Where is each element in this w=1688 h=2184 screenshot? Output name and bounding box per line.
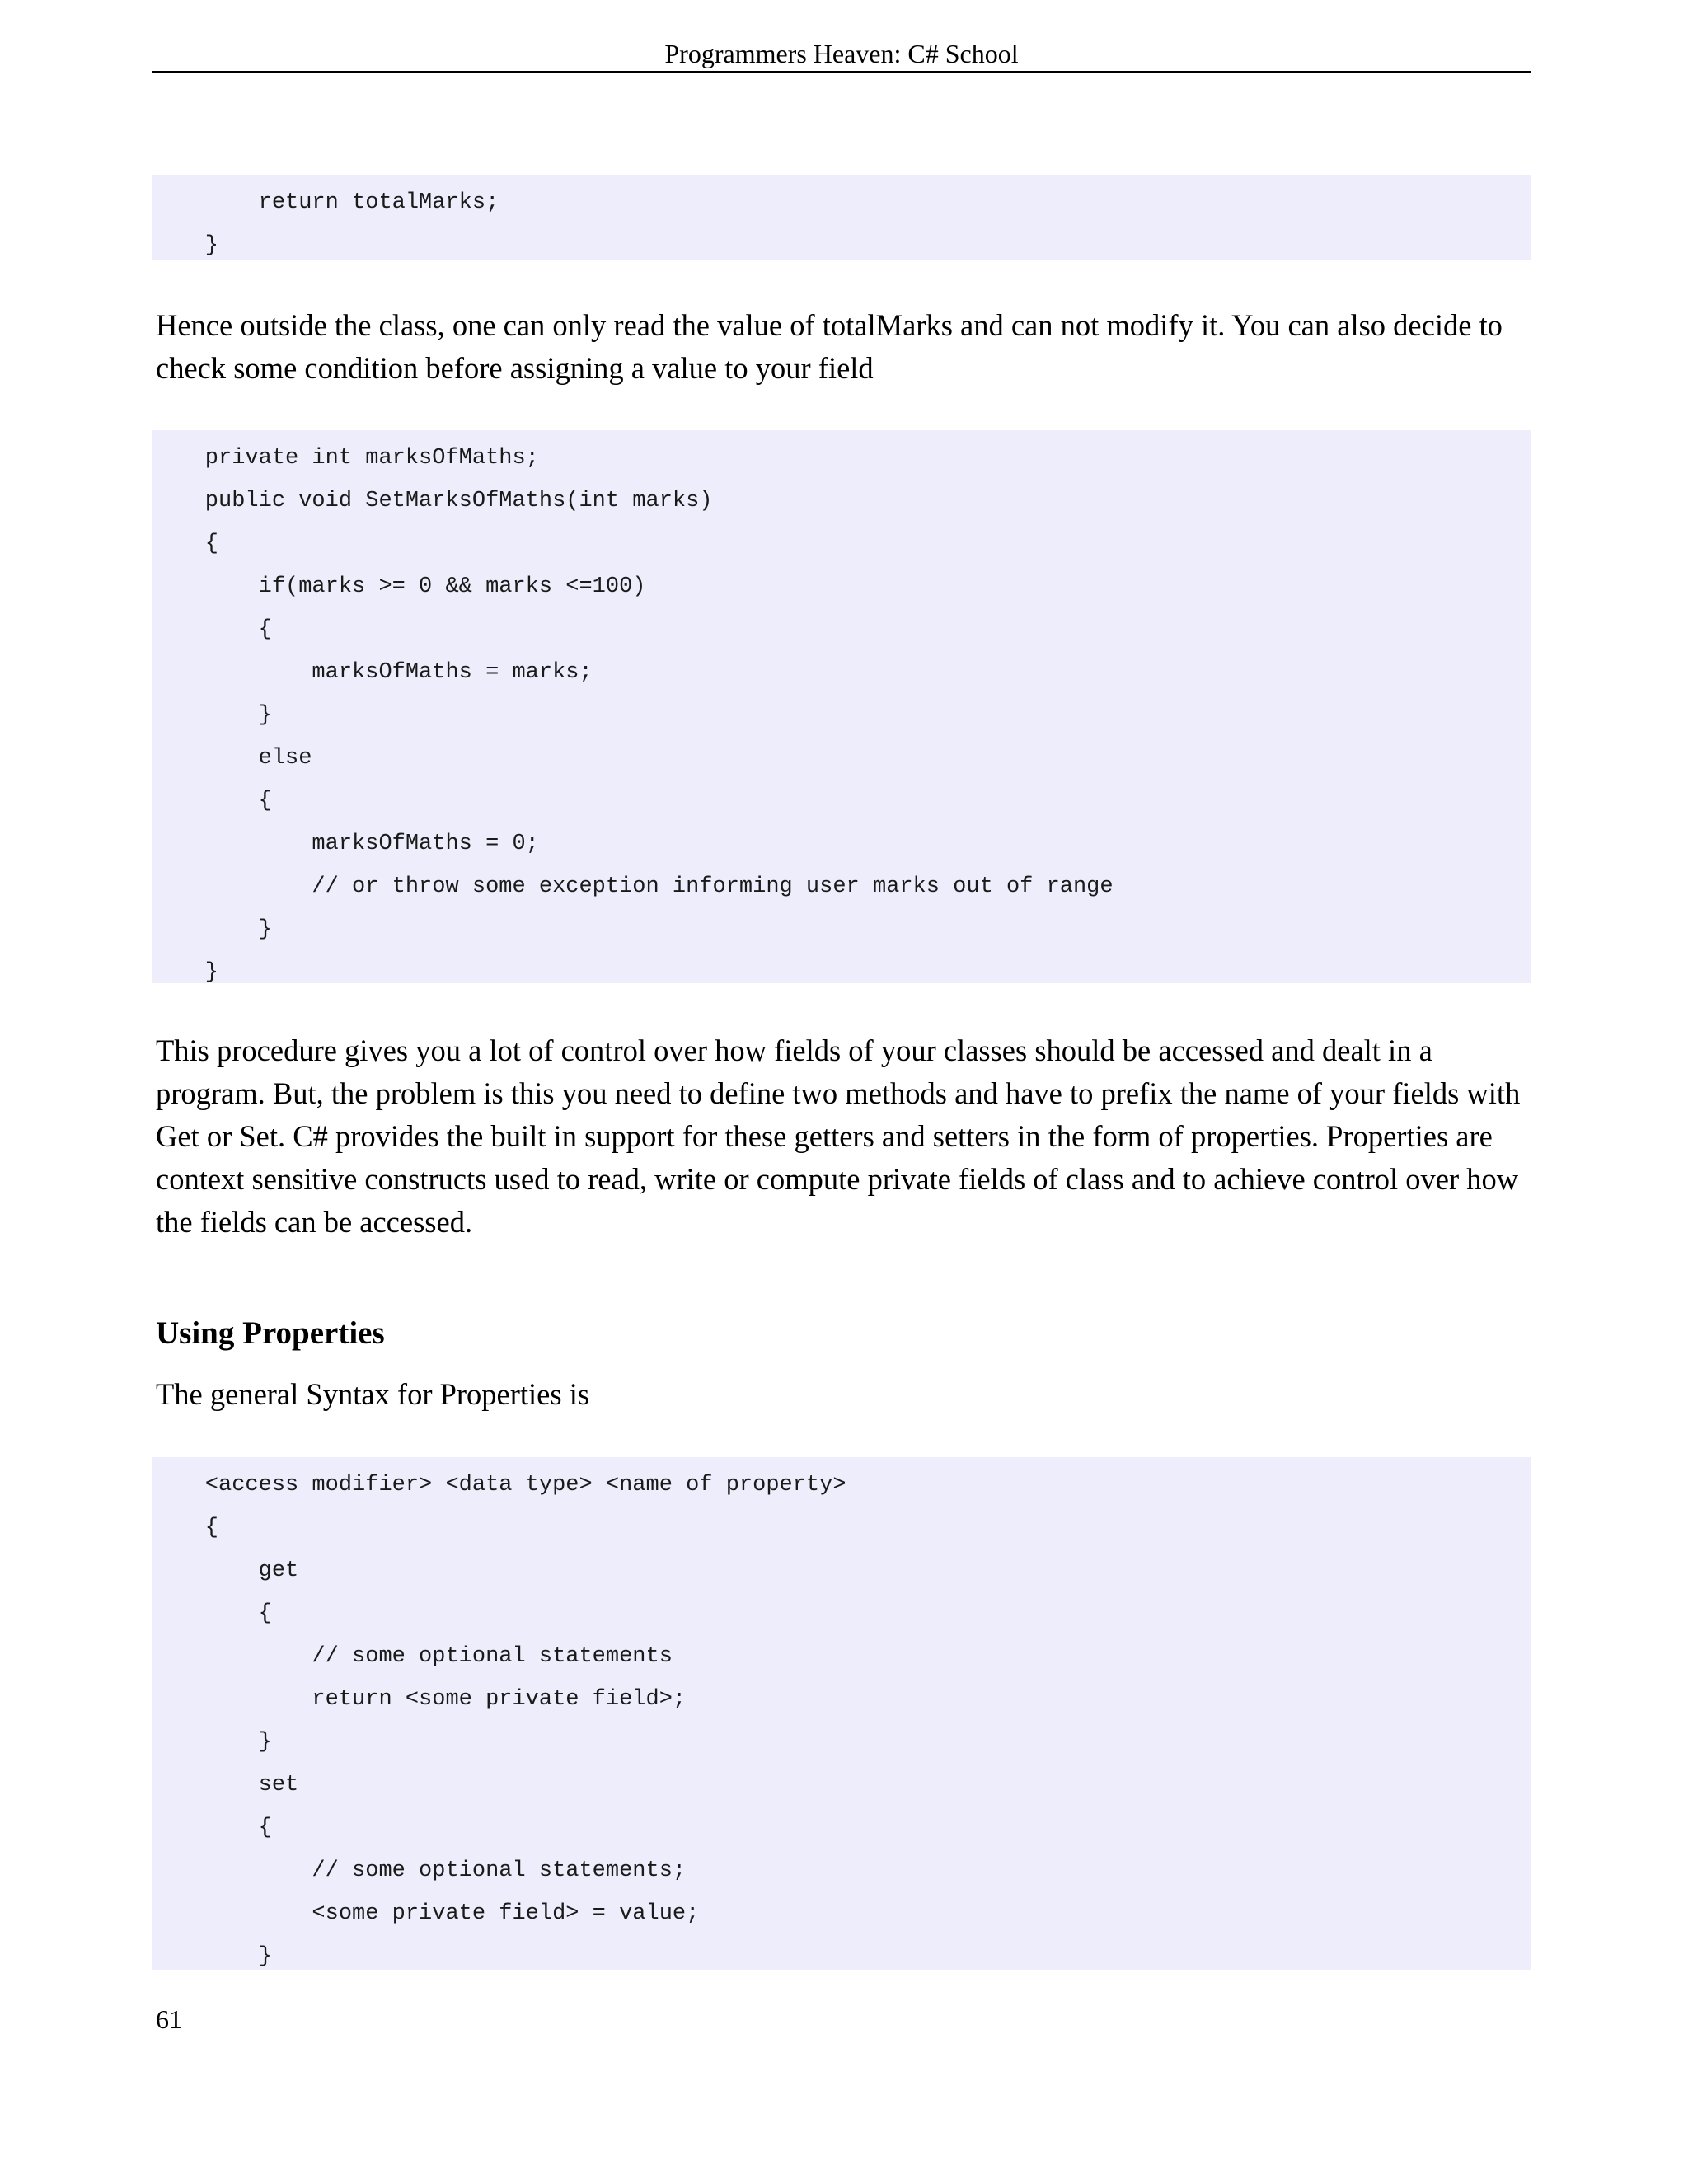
code-line: { (152, 532, 219, 556)
code-line: marksOfMaths = marks; (152, 660, 593, 685)
code-line: { (152, 617, 272, 642)
section-heading: Using Properties (156, 1315, 385, 1351)
code-line: // some optional statements; (152, 1858, 687, 1883)
page-number: 61 (156, 2004, 182, 2034)
code-line: marksOfMaths = 0; (152, 832, 539, 856)
code-line: private int marksOfMaths; (152, 446, 539, 471)
code-line: public void SetMarksOfMaths(int marks) (152, 489, 713, 513)
code-block-property-syntax (152, 1457, 1531, 1970)
code-line: { (152, 1516, 219, 1540)
code-block-set-marks-of-maths (152, 430, 1531, 983)
code-line: else (152, 746, 312, 771)
code-line: { (152, 789, 272, 813)
code-line: } (152, 917, 272, 942)
code-block-return-total-marks (152, 175, 1531, 260)
code-line: } (152, 1730, 272, 1755)
code-line: // or throw some exception informing user marks out of range (152, 874, 1114, 899)
code-line: set (152, 1773, 299, 1797)
code-line: { (152, 1816, 272, 1840)
code-line: get (152, 1558, 299, 1583)
code-line: // some optional statements (152, 1644, 673, 1669)
code-line: <some private field> = value; (152, 1901, 700, 1926)
code-line: } (152, 703, 272, 728)
code-line: <access modifier> <data type> <name of property> (152, 1473, 846, 1497)
code-line: { (152, 1601, 272, 1626)
running-header: Programmers Heaven: C# School (152, 36, 1531, 73)
code-line: } (152, 1944, 272, 1969)
paragraph-general-syntax: The general Syntax for Properties is (156, 1377, 590, 1411)
code-line: return <some private field>; (152, 1687, 687, 1712)
paragraph-read-only-field: Hence outside the class, one can only read the value of totalMarks and can not modify it. You can also decide to check some condition before assigning a value to your field (156, 308, 1503, 385)
code-line: } (152, 233, 219, 258)
code-line: if(marks >= 0 && marks <=100) (152, 574, 646, 599)
code-line: return totalMarks; (152, 190, 499, 215)
code-line: } (152, 960, 219, 985)
paragraph-properties-intro: This procedure gives you a lot of control over how fields of your classes should be accessed and dealt in a program. But, the problem is this you need to define two methods and have to prefix the name of your fields with Get or Set. C# provides the built in support for these getters and setters in the form of properties. Properties are context sensitive constructs used to read, write or compute private fields of class and to achieve control over how the fields can be accessed. (156, 1033, 1521, 1239)
